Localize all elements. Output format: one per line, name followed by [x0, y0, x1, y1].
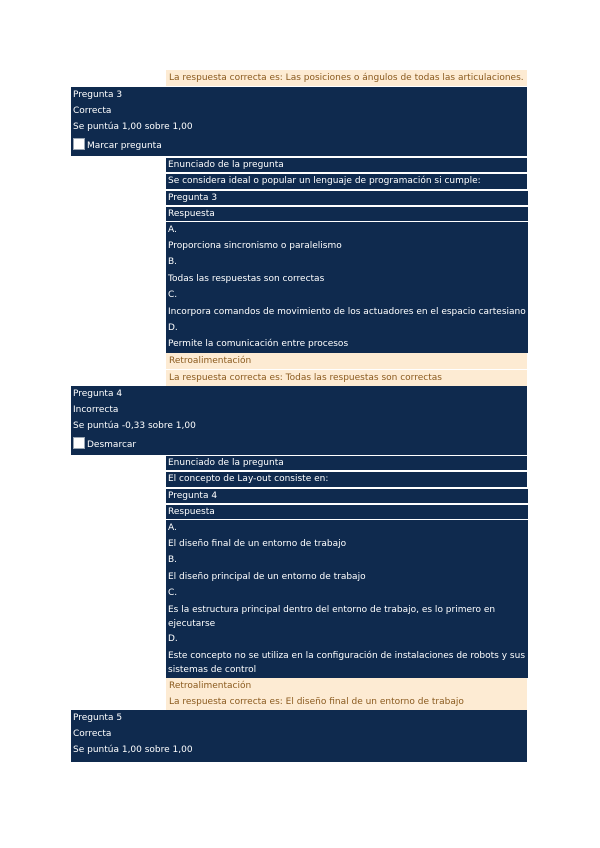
- answer-label-bar: [166, 206, 528, 221]
- stem-label-bar: [166, 455, 527, 470]
- question-state: Correcta: [73, 106, 112, 116]
- unflag-question-button[interactable]: [73, 437, 136, 450]
- option-text[interactable]: El diseño principal de un entorno de trabajo: [168, 572, 366, 582]
- question-stem: [166, 471, 527, 487]
- question-number: Pregunta 5: [73, 713, 123, 723]
- flag-label: Desmarcar: [87, 440, 137, 450]
- option-text[interactable]: Todas las respuestas son correctas: [168, 274, 325, 284]
- option-text[interactable]: Es la estructura principal dentro del entorno de trabajo, es lo primero en: [168, 605, 496, 615]
- answer-options: [166, 222, 528, 353]
- feedback-text: La respuesta correcta es: Todas las respuestas son correctas: [169, 373, 442, 383]
- stem-text: Se considera ideal o popular un lenguaje de programación si cumple:: [168, 176, 481, 186]
- flag-checkbox[interactable]: [73, 437, 85, 449]
- option-text[interactable]: El diseño final de un entorno de trabajo: [168, 539, 347, 549]
- option-letter: D.: [168, 323, 178, 333]
- feedback-label: Retroalimentación: [169, 681, 252, 691]
- question-state: Correcta: [73, 729, 112, 739]
- option-letter: C.: [168, 290, 178, 300]
- question-label-bar: [166, 488, 528, 503]
- question-grade: Se puntúa 1,00 sobre 1,00: [73, 122, 193, 132]
- stem-label-bar: [166, 157, 527, 172]
- option-letter: A.: [168, 225, 177, 235]
- correct-answer-feedback: [166, 370, 527, 386]
- question-info-3: [71, 87, 527, 156]
- option-text[interactable]: Proporciona sincronismo o paralelismo: [168, 241, 342, 251]
- flag-question-button[interactable]: [73, 138, 162, 151]
- answer-label: Respuesta: [168, 507, 215, 517]
- flag-label: Marcar pregunta: [87, 141, 162, 151]
- flag-checkbox[interactable]: [73, 138, 85, 150]
- feedback-label: Retroalimentación: [169, 356, 252, 366]
- answer-label-bar: [166, 504, 528, 519]
- stem-label: Enunciado de la pregunta: [168, 160, 284, 170]
- correct-answer-feedback: [166, 694, 527, 710]
- stem-label: Enunciado de la pregunta: [168, 458, 284, 468]
- option-text-continued[interactable]: ejecutarse: [168, 619, 216, 629]
- question-number: Pregunta 4: [73, 389, 123, 399]
- feedback-text: La respuesta correcta es: El diseño final de un entorno de trabajo: [169, 697, 464, 707]
- question-number: Pregunta 3: [73, 90, 123, 100]
- option-text[interactable]: Incorpora comandos de movimiento de los actuadores en el espacio cartesiano: [168, 307, 526, 317]
- question-state: Incorrecta: [73, 405, 119, 415]
- question-info-5: [71, 710, 527, 762]
- question-grade: Se puntúa -0,33 sobre 1,00: [73, 421, 196, 431]
- option-letter: D.: [168, 634, 178, 644]
- previous-feedback: [166, 70, 527, 86]
- feedback-label-bar: [166, 678, 527, 694]
- option-text[interactable]: Este concepto no se utiliza en la configuración de instalaciones de robots y sus: [168, 651, 526, 661]
- option-letter: B.: [168, 555, 178, 565]
- stem-text: El concepto de Lay-out consiste en:: [168, 474, 329, 484]
- question-label: Pregunta 4: [168, 491, 218, 501]
- option-letter: C.: [168, 588, 178, 598]
- question-grade: Se puntúa 1,00 sobre 1,00: [73, 745, 193, 755]
- option-text[interactable]: Permite la comunicación entre procesos: [168, 339, 349, 349]
- option-letter: B.: [168, 257, 178, 267]
- question-stem: [166, 173, 527, 189]
- answer-options: [166, 520, 528, 678]
- feedback-text: La respuesta correcta es: Las posiciones o ángulos de todas las articulaciones.: [169, 73, 524, 83]
- answer-label: Respuesta: [168, 209, 215, 219]
- option-letter: A.: [168, 523, 177, 533]
- question-info-4: [71, 386, 527, 455]
- option-text-continued[interactable]: sistemas de control: [168, 665, 257, 675]
- question-label-bar: [166, 190, 528, 205]
- feedback-label-bar: [166, 353, 527, 369]
- question-label: Pregunta 3: [168, 193, 218, 203]
